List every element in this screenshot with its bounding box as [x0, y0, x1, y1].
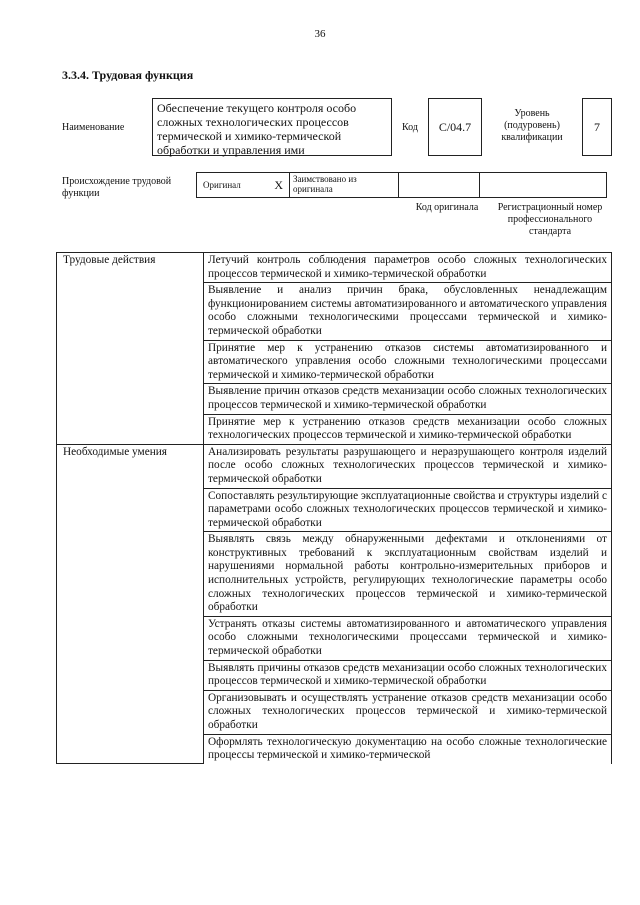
- section-heading: 3.3.4. Трудовая функция: [62, 68, 194, 82]
- code-original-label: Код оригинала: [415, 202, 479, 213]
- original-code-cell: [398, 172, 480, 198]
- row-text: Сопоставлять результирующие эксплуатационные свойства и структуры изделий с параметрами особо сложных технологических процессов термической и химико-термической обработки: [204, 488, 612, 532]
- row-text: Выявлять связь между обнаруженными дефектами и отклонениями от конструктивных требований к эксплуатационным свойствам изделий и нарушениями нормальной работы контрольно-измерительных приборов и исполнительных устройств, регулирующих технологические параметры особо сложных технологических процессов термической и химико-термической обработки: [204, 532, 612, 617]
- row-text: Анализировать результаты разрушающего и неразрушающего контроля изделий после особо сложных технологических процессов термической и химико-термической обработки: [204, 444, 612, 488]
- borrowed-cell: Заимствовано из оригинала: [289, 172, 399, 198]
- function-details-table: [56, 252, 612, 764]
- row-text: Принятие мер к устранению отказов системы автоматизированного и автоматического управления особо сложными технологическими процессами термической и химико-термической обработки: [204, 340, 612, 384]
- row-text: Оформлять технологическую документацию на особо сложные технологические процессы термической и химико-термической: [204, 734, 612, 764]
- original-label: Оригинал: [203, 180, 241, 190]
- origin-label: Происхождение трудовой функции: [62, 176, 172, 199]
- name-label: Наименование: [62, 122, 125, 133]
- function-code-box: С/04.7: [428, 98, 482, 156]
- table-row: [57, 253, 612, 283]
- row-category: Необходимые умения: [57, 444, 204, 764]
- table-row: [57, 444, 612, 488]
- row-text: Летучий контроль соблюдения параметров особо сложных технологических процессов термической и химико-термической обработки: [204, 253, 612, 283]
- row-text: Выявлять причины отказов средств механизации особо сложных технологических процессов термической и химико-термической обработки: [204, 660, 612, 690]
- reg-number-label: Регистрационный номер профессионального стандарта: [497, 202, 603, 237]
- row-text: Принятие мер к устранению отказов средств механизации особо сложных технологических процессов термической и химико-термической обработки: [204, 414, 612, 444]
- level-label: Уровень (подуровень) квалификации: [501, 108, 563, 143]
- origin-row: [197, 172, 612, 198]
- row-text: Организовывать и осуществлять устранение отказов средств механизации особо сложных технологических процессов термической и химико-термической обработки: [204, 690, 612, 734]
- code-label: Код: [402, 122, 418, 133]
- original-cell: [196, 172, 290, 198]
- level-value-box: 7: [582, 98, 612, 156]
- page-number: 36: [314, 28, 326, 40]
- row-text: Устранять отказы системы автоматизированного и автоматического управления особо сложными технологическими процессами термической и химико-термической обработки: [204, 616, 612, 660]
- row-text: Выявление причин отказов средств механизации особо сложных технологических процессов термической и химико-термической обработки: [204, 384, 612, 414]
- function-name-box: Обеспечение текущего контроля особо сложных технологических процессов термической и химико-термической обработки и управления ими: [152, 98, 392, 156]
- row-category: Трудовые действия: [57, 253, 204, 445]
- original-mark: X: [274, 178, 283, 192]
- row-text: Выявление и анализ причин брака, обусловленных ненадлежащим функционированием системы автоматизированного и автоматического управления особо сложными технологическими процессами термической и химико-термической обработки: [204, 283, 612, 340]
- reg-number-cell: [479, 172, 607, 198]
